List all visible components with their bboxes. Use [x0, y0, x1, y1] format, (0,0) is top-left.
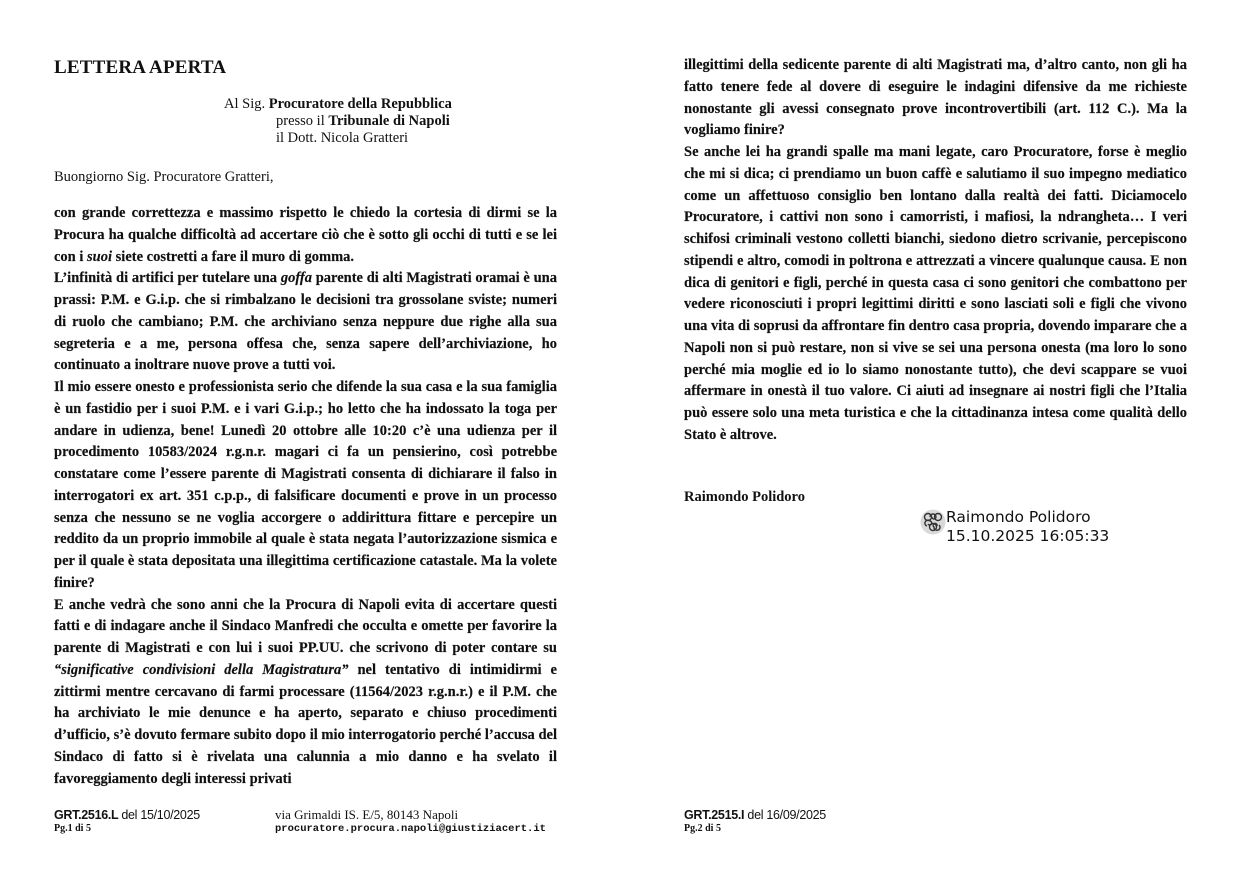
triskelion-seal-icon [920, 509, 946, 535]
paragraph [54, 595, 557, 791]
document-page-2 [620, 0, 1240, 869]
paragraph [54, 268, 557, 377]
paragraph [54, 203, 557, 268]
paragraph-text: parente di alti Magistrati oramai è una prassi: P.M. e G.i.p. che si rimbalzano le decisioni tra grossolane sviste; numeri di ruolo che cambiano; P.M. che archiviano senza neppure due righe alla sua segreteria e a me, persona offesa che, senza sapere dell’archiviazione, ho continuato a inoltrare nuove prove a tutti voi. [54, 270, 557, 374]
footer-ref-date: del 15/10/2025 [121, 808, 200, 822]
page-number: Pg.2 di 5 [684, 823, 721, 834]
paragraph-text: illegittimi della sedicente parente di alti Magistrati ma, d’altro canto, non gli ha fatto tenere fede al dovere di eseguire le indagini difensive da me richieste nonostante gli avessi consegnato prove incontrovertibili (art. 112 C.). Ma la vogliamo finire? [684, 57, 1187, 139]
signature-name: Raimondo Polidoro [684, 489, 805, 505]
paragraph [684, 142, 1187, 447]
addressee-court: Tribunale di Napoli [328, 113, 450, 129]
footer-reference-page-2 [684, 808, 826, 836]
addressee-block [224, 96, 452, 147]
letter-body-page-1 [54, 203, 557, 790]
paragraph-text: Se anche lei ha grandi spalle ma mani legate, caro Procuratore, forse è meglio che mi si dica; ci prendiamo un buon caffè e salutiamo il suo impegno mediatico come un affettuoso consiglio ben lontano dalla realtà dei fatti. Diciamocelo Procuratore, i cattivi non sono i camorristi, i mafiosi, la ndrangheta… I veri schifosi criminali vestono colletti bianchi, siedono dietro scrivanie, percepiscono stipendi e altro, comodi in poltrona e attrezzati a vincere qualunque causa. E non dica di genitori e figli, perché in questa casa ci sono genitori che combattono per vedere riconosciuti i propri legittimi diritti e sono lasciati soli e figli che vivono una vita di soprusi da affrontare fin dentro casa propria, dovendo imparare che a Napoli non si può restare, non si vive se sei una persona onesta (ma loro lo sono perché mia moglie ed io lo siamo nonostante tutto), che devi scappare se vuoi affermare in onestà il tuo valore. Ci aiuti ad insegnare ai nostri figli che l’Italia può essere solo una meta turistica e che la cittadinanza intesa come qualità dello Stato è altrove. [684, 144, 1187, 443]
paragraph-text: con grande correttezza e massimo rispetto le chiedo la cortesia di dirmi se la Procura ha qualche difficoltà ad accertare ciò che è sotto gli occhi di tutti e se lei con i [54, 205, 557, 265]
footer-ref-code: GRT.2516.L [54, 808, 119, 822]
digital-signature[interactable] [920, 508, 1109, 546]
paragraph-text: siete costretti a fare il muro di gomma. [112, 248, 355, 265]
recipient-address: via Grimaldi IS. E/5, 80143 Napoli [275, 807, 459, 822]
letter-title: LETTERA APERTA [54, 57, 227, 78]
recipient-email[interactable]: procuratore.procura.napoli@giustiziacert.it [275, 823, 546, 835]
addressee-name: il Dott. Nicola Gratteri [276, 130, 409, 146]
addressee-line-2 [224, 113, 452, 130]
greeting: Buongiorno Sig. Procuratore Gratteri, [54, 169, 274, 185]
footer-recipient-address [275, 808, 546, 836]
addressee-line-1 [224, 96, 452, 113]
page-number: Pg.1 di 5 [54, 823, 91, 834]
paragraph-text: E anche vedrà che sono anni che la Procura di Napoli evita di accertare questi fatti e di indagare anche il Sindaco Manfredi che occulta e omette per favorire la parente di Magistrati e con lui i suoi PP.UU. che scrivono di poter contare su [54, 596, 557, 656]
paragraph-text: nel tentativo di intimidirmi e zittirmi mentre cercavano di farmi processare (11564/2023 r.g.n.r.) e il P.M. che ha archiviato le mie denunce e ha aperto, separato e chiuso procedimenti d’ufficio, s’è dovuto fermare subito dopo il mio interrogatorio perché l’accusa del Sindaco di fatto si è rivelata una calunnia a mio danno e ha svelato il favoreggiamento degli interessi privati [54, 661, 557, 787]
emphasis-text: goffa [280, 270, 312, 287]
addressee-office: Procuratore della Repubblica [268, 96, 452, 112]
paragraph-text: Il mio essere onesto e professionista serio che difende la sua casa e la sua famiglia è un fastidio per i suoi P.M. e i vari G.i.p.; ho letto che ha indossato la toga per andare in udienza, bene! Lunedì 20 ottobre alle 10:20 c’è una udienza per il procedimento 10583/2024 r.g.n.r. magari ci fa un pensierino, così potrebbe constatare come l’essere parente di Magistrati consenta di dichiarare il falso in interrogatori ex art. 351 c.p.p., di falsificare documenti e prove in un processo senza che nessuno se ne voglia accorgere o addirittura fittare e percepire un reddito da un proprio immobile al quale è stata negata l’autorizzazione sismica e per il quale è stata depositata una illegittima certificazione catastale. Ma la volete finire? [54, 379, 557, 591]
footer-ref-code: GRT.2515.I [684, 808, 745, 822]
paragraph [54, 377, 557, 595]
digital-signature-name: Raimondo Polidoro [946, 508, 1091, 526]
emphasis-text: “significative condivisioni della Magistratura” [54, 661, 349, 678]
addressee-line2-pre: presso il [276, 113, 325, 129]
footer-ref-date: del 16/09/2025 [747, 808, 826, 822]
letter-body-page-2 [684, 55, 1187, 447]
footer-reference-page-1 [54, 808, 200, 836]
digital-signature-timestamp: 15.10.2025 16:05:33 [946, 527, 1110, 545]
addressee-salutation: Sig. [242, 96, 266, 112]
paragraph-text: L’infinità di artifici per tutelare una [54, 270, 281, 287]
addressee-prefix: Al [224, 96, 239, 112]
paragraph [684, 55, 1187, 142]
emphasis-text: suoi [87, 248, 113, 265]
addressee-line-3 [224, 130, 452, 147]
